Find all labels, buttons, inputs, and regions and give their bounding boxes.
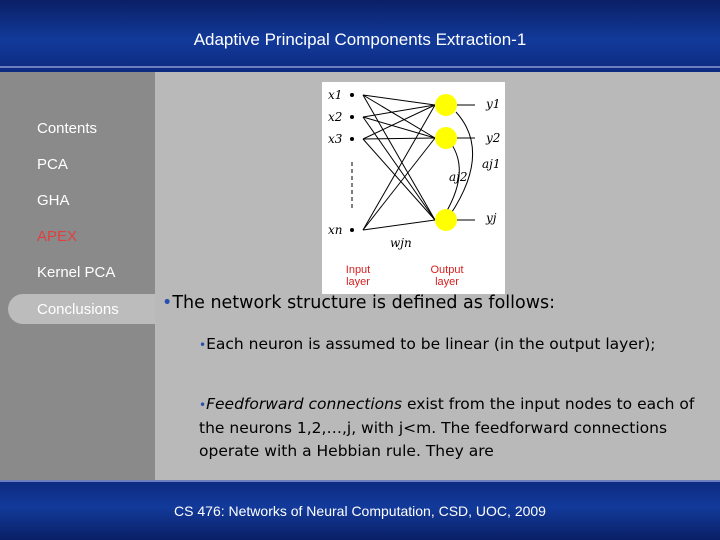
input-layer-caption: Input layer: [345, 264, 371, 288]
nav-item-contents[interactable]: Contents: [37, 120, 98, 137]
main-bullet-text: The network structure is defined as follows:: [172, 293, 556, 313]
input-label-xn: xn: [328, 223, 343, 237]
output-layer-caption: Output layer: [430, 264, 464, 288]
sub-bullet-2-emphasis: Feedforward connections: [206, 395, 403, 413]
weight-label-wjn: wjn: [390, 236, 412, 250]
slide-header: [0, 0, 720, 72]
nav-item-pca[interactable]: PCA: [37, 156, 68, 173]
bullet-dot-icon: •: [199, 398, 207, 412]
footer-divider: [0, 480, 720, 482]
slide-title: Adaptive Principal Components Extraction-1: [193, 30, 527, 49]
nav-item-apex[interactable]: APEX: [37, 228, 78, 245]
header-divider: [0, 66, 720, 68]
network-svg: [322, 82, 505, 294]
output-neurons: [435, 94, 457, 231]
sub-bullet-2-text: exist from the input nodes to each of the neurons 1,2,…,j, with j<m. The feedforward connections operate with a Hebbian rule. They are: [199, 395, 695, 460]
nav-item-gha[interactable]: GHA: [37, 192, 70, 209]
nav-item-conclusions[interactable]: Conclusions: [37, 301, 119, 318]
sub-bullet-1: [199, 333, 704, 357]
slide-footer: [0, 480, 720, 540]
input-label-x2: x2: [328, 110, 343, 124]
nav-item-kernel-pca[interactable]: Kernel PCA: [37, 264, 116, 281]
input-label-x3: x3: [328, 132, 343, 146]
output-label-yj: yj: [486, 211, 497, 225]
weight-label-aj2: aj2: [449, 170, 468, 184]
output-label-y1: y1: [486, 97, 501, 111]
sub-bullet-2: [199, 393, 704, 463]
footer-text: CS 476: Networks of Neural Computation, CSD, UOC, 2009: [174, 503, 546, 519]
output-label-y2: y2: [486, 131, 501, 145]
feedforward-connections: [352, 95, 475, 230]
input-label-x1: x1: [328, 88, 343, 102]
apex-network-diagram: [322, 82, 505, 294]
bullet-dot-icon: •: [199, 338, 207, 352]
bullet-dot-icon: •: [162, 293, 173, 313]
sub-bullet-1-text: Each neuron is assumed to be linear (in the output layer);: [206, 335, 656, 353]
weight-label-aj1: aj1: [482, 157, 501, 171]
main-bullet: [162, 293, 702, 313]
